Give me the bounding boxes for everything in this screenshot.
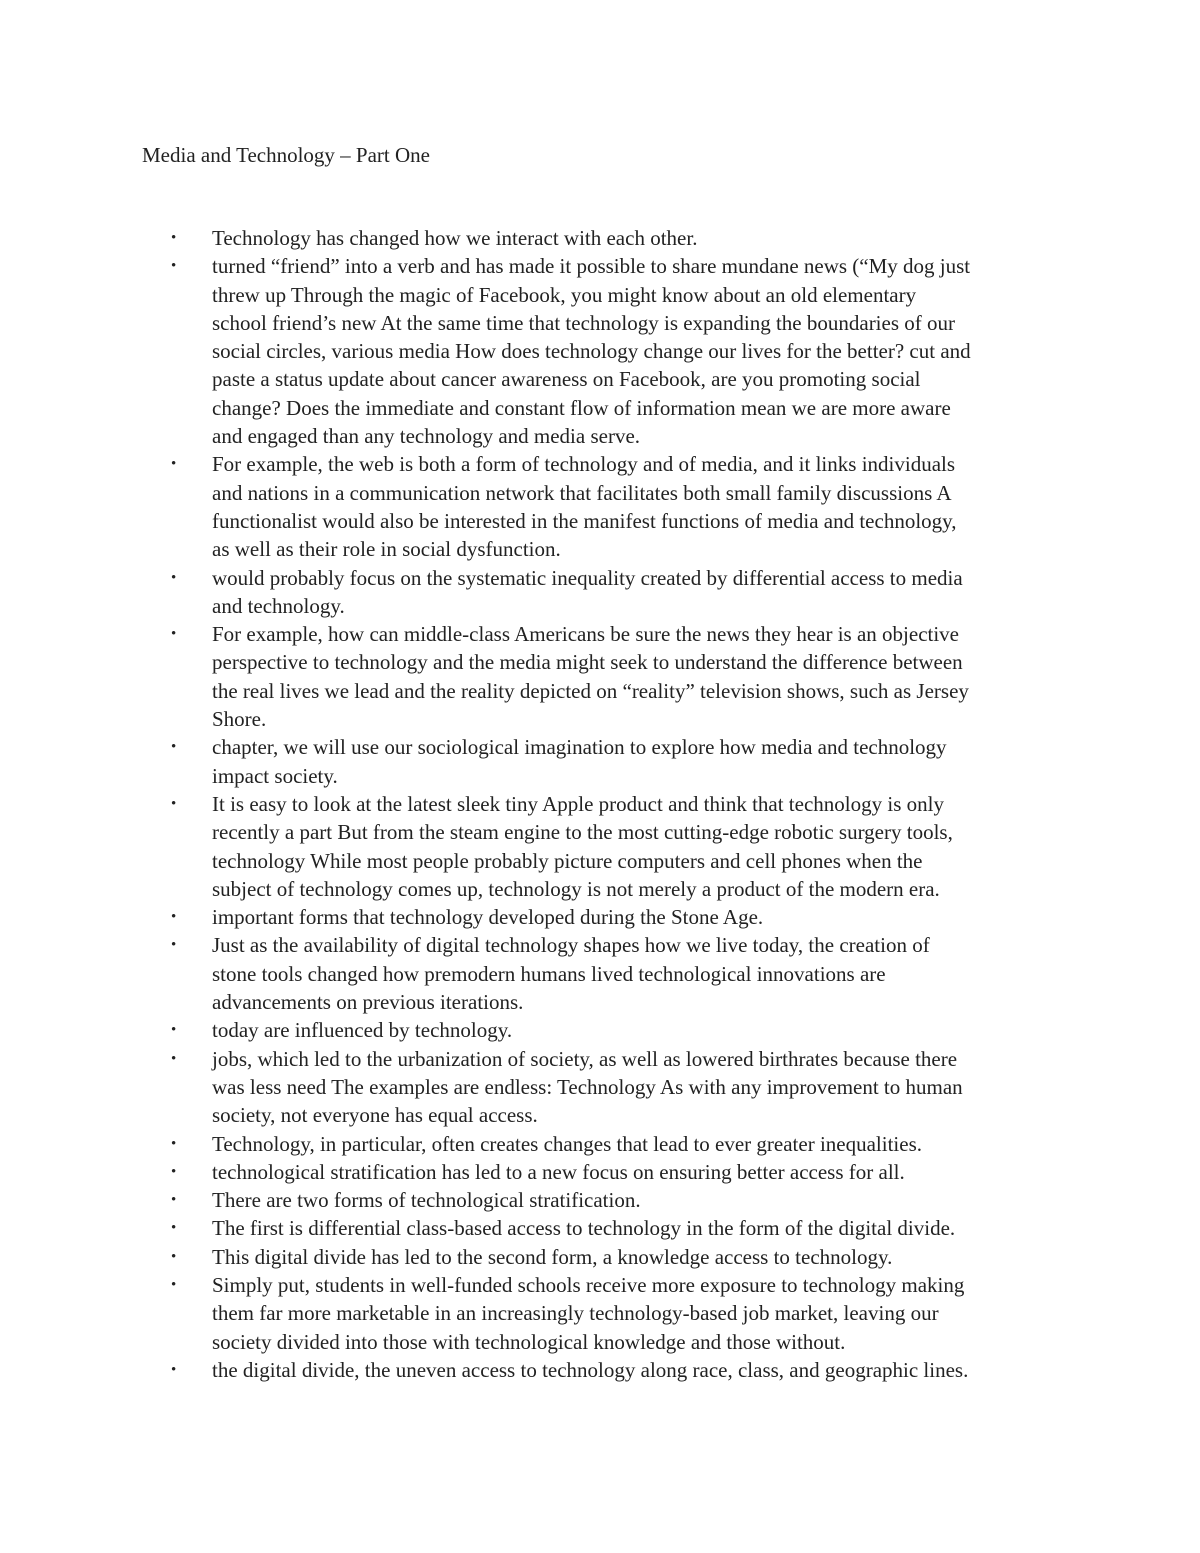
- list-item-text-line: threw up Through the magic of Facebook, you might know about an old elementary: [212, 282, 917, 307]
- list-item-text-line: important forms that technology developed during the Stone Age.: [212, 905, 764, 930]
- list-item-text-line: and nations in a communication network that facilitates both small family discussions A: [212, 480, 952, 505]
- list-item-text-line: Just as the availability of digital technology shapes how we live today, the creation of: [212, 933, 930, 958]
- list-item: [171, 1271, 1061, 1356]
- list-item-text-line: impact society.: [212, 763, 338, 788]
- list-item: [171, 1045, 1061, 1130]
- list-item-text-line: as well as their role in social dysfunction.: [212, 537, 561, 562]
- bullet-icon: •: [171, 795, 177, 812]
- bullet-icon: •: [171, 1022, 177, 1039]
- list-item-text-line: technological stratification has led to a new focus on ensuring better access for all.: [212, 1159, 905, 1184]
- list-item: [171, 564, 1061, 621]
- list-item: [171, 733, 1061, 790]
- list-item: [171, 252, 1061, 450]
- list-item-text-line: subject of technology comes up, technology is not merely a product of the modern era.: [212, 876, 940, 901]
- list-item-text-line: For example, the web is both a form of technology and of media, and it links individuals: [212, 452, 956, 477]
- list-item-text-line: the digital divide, the uneven access to technology along race, class, and geographic lines.: [212, 1357, 969, 1382]
- bullet-icon: •: [171, 569, 177, 586]
- list-item-text-line: perspective to technology and the media might seek to understand the difference between: [212, 650, 963, 675]
- list-item-text-line: social circles, various media How does technology change our lives for the better? cut and: [212, 339, 971, 364]
- list-item-text-line: would probably focus on the systematic inequality created by differential access to media: [212, 565, 963, 590]
- list-item-text-line: them far more marketable in an increasingly technology-based job market, leaving our: [212, 1301, 939, 1326]
- list-item-text-line: It is easy to look at the latest sleek tiny Apple product and think that technology is only: [212, 791, 944, 816]
- list-item-text-line: advancements on previous iterations.: [212, 990, 524, 1015]
- list-item: [171, 1214, 1061, 1242]
- bullet-icon: •: [171, 230, 177, 246]
- list-item-text-line: change? Does the immediate and constant flow of information mean we are more aware: [212, 395, 951, 420]
- list-item: [171, 1243, 1061, 1271]
- list-item: [171, 1356, 1061, 1384]
- list-item-text-line: and technology.: [212, 593, 345, 618]
- bullet-icon: •: [171, 456, 177, 473]
- list-item: [171, 620, 1061, 733]
- list-item: [171, 1186, 1061, 1214]
- list-item: [171, 224, 1061, 252]
- list-item-text-line: The first is differential class-based access to technology in the form of the digital divide.: [212, 1216, 956, 1241]
- list-item-text-line: recently a part But from the steam engine to the most cutting-edge robotic surgery tools,: [212, 820, 953, 845]
- bullet-icon: •: [171, 1361, 177, 1378]
- list-item-text-line: jobs, which led to the urbanization of society, as well as lowered birthrates because there: [212, 1046, 958, 1071]
- list-item-text-line: chapter, we will use our sociological imagination to explore how media and technology: [212, 735, 947, 760]
- list-item-text-line: today are influenced by technology.: [212, 1018, 513, 1043]
- bullet-icon: •: [171, 1135, 177, 1152]
- bullet-icon: •: [171, 1276, 177, 1293]
- list-item: [171, 903, 1061, 931]
- list-item: [171, 1130, 1061, 1158]
- document-title: Media and Technology – Part One: [142, 143, 430, 167]
- list-item-text-line: society divided into those with technological knowledge and those without.: [212, 1329, 846, 1354]
- list-item: [171, 450, 1061, 563]
- bullet-icon: •: [171, 739, 177, 756]
- bullet-icon: •: [171, 1163, 177, 1180]
- list-item-text-line: the real lives we lead and the reality depicted on “reality” television shows, such as Jersey: [212, 678, 969, 703]
- bullet-icon: •: [171, 626, 177, 643]
- bullet-icon: •: [171, 1220, 177, 1237]
- list-item-text-line: Technology, in particular, often creates changes that lead to ever greater inequalities.: [212, 1131, 923, 1156]
- list-item-text-line: turned “friend” into a verb and has made it possible to share mundane news (“My dog just: [212, 254, 971, 279]
- list-item-text-line: stone tools changed how premodern humans lived technological innovations are: [212, 961, 886, 986]
- bullet-icon: •: [171, 258, 177, 275]
- bullet-list: [171, 224, 1061, 1384]
- list-item-text-line: society, not everyone has equal access.: [212, 1103, 538, 1128]
- list-item-text-line: Simply put, students in well-funded schools receive more exposure to technology making: [212, 1272, 965, 1297]
- list-item-text-line: For example, how can middle-class Americans be sure the news they hear is an objective: [212, 622, 960, 647]
- list-item-text-line: This digital divide has led to the second form, a knowledge access to technology.: [212, 1244, 893, 1269]
- list-item-text-line: paste a status update about cancer awareness on Facebook, are you promoting social: [212, 367, 921, 392]
- list-item-text-line: Technology has changed how we interact with each other.: [212, 226, 698, 250]
- list-item-text-line: and engaged than any technology and media serve.: [212, 424, 641, 449]
- list-item-text-line: was less need The examples are endless: Technology As with any improvement to human: [212, 1074, 963, 1099]
- list-item: [171, 931, 1061, 1016]
- list-item-text-line: functionalist would also be interested in the manifest functions of media and technology,: [212, 508, 957, 533]
- bullet-icon: •: [171, 1248, 177, 1265]
- bullet-icon: •: [171, 1192, 177, 1209]
- list-item: [171, 1158, 1061, 1186]
- list-item-text-line: Shore.: [212, 707, 267, 732]
- bullet-icon: •: [171, 909, 177, 926]
- bullet-icon: •: [171, 1050, 177, 1067]
- list-item-text-line: school friend’s new At the same time that technology is expanding the boundaries of our: [212, 310, 955, 335]
- list-item-text-line: technology While most people probably picture computers and cell phones when the: [212, 848, 923, 873]
- list-item: [171, 790, 1061, 903]
- list-item: [171, 1016, 1061, 1044]
- list-item-text-line: There are two forms of technological stratification.: [212, 1188, 641, 1213]
- bullet-icon: •: [171, 937, 177, 954]
